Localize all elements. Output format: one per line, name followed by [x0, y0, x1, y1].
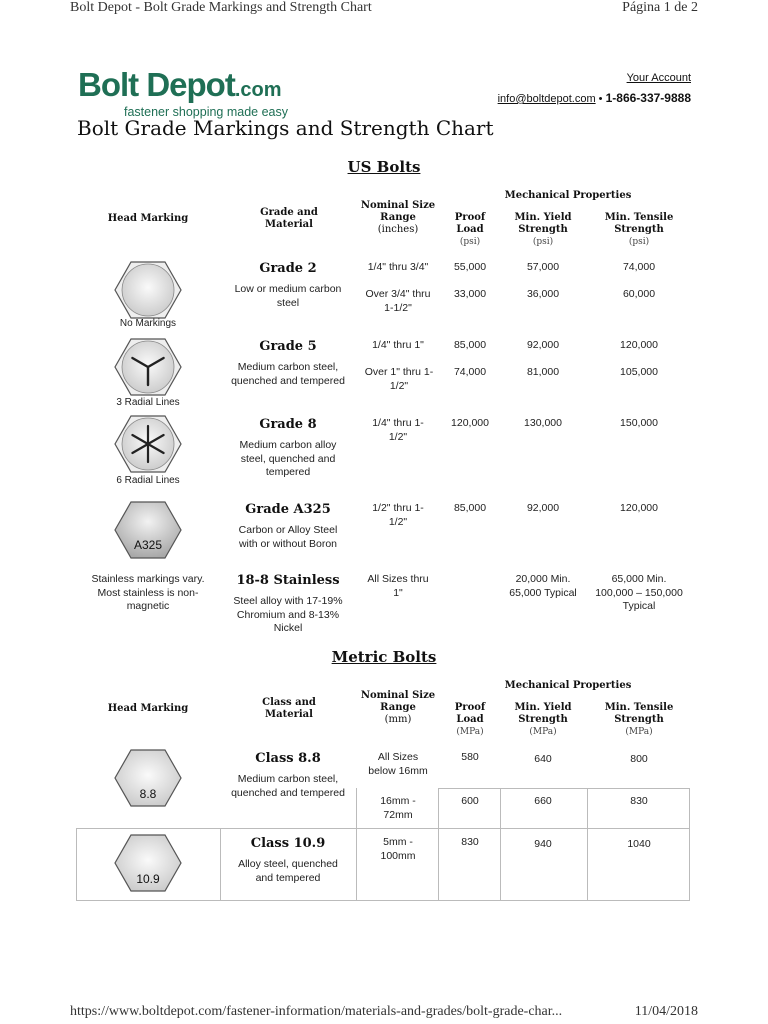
size-range: Over 1" thru 1-1/2": [364, 366, 434, 392]
size-range: 1/4" thru 1-1/2": [372, 417, 424, 443]
table-divider: [76, 828, 690, 829]
size-range: 5mm - 100mm: [380, 836, 416, 862]
table-divider: [500, 788, 501, 900]
metric-header-tensile: Min. Tensile Strength (MPa): [604, 702, 674, 737]
us-header-grade-material: Grade and Material: [260, 207, 318, 230]
grade-name: Grade A325: [245, 502, 331, 517]
grade-material: Steel alloy with 17-19% Chromium and 8-13% Nickel: [233, 595, 343, 634]
table-divider: [689, 788, 690, 900]
logo-brand: Bolt Depot.com: [78, 66, 282, 103]
grade-material: Carbon or Alloy Steel with or without Boron: [238, 524, 338, 550]
tensile-strength: 60,000: [622, 288, 656, 300]
yield-strength: 940: [534, 838, 552, 850]
table-divider: [438, 788, 690, 789]
logo-tagline: fastener shopping made easy: [124, 105, 288, 119]
yield-strength: 81,000: [526, 366, 560, 378]
us-bolts-heading: US Bolts: [347, 158, 421, 176]
size-range: 16mm - 72mm: [380, 795, 416, 821]
hex-bolt-10-9-icon: [113, 833, 183, 893]
proof-load: 33,000: [453, 288, 487, 300]
grade-name: Grade 5: [259, 339, 317, 354]
tensile-strength: 800: [630, 753, 648, 765]
size-range: All Sizes below 16mm: [368, 751, 428, 777]
us-header-nominal: Nominal Size Range (inches): [360, 200, 436, 235]
table-divider: [587, 788, 588, 900]
proof-load: 830: [461, 836, 479, 848]
print-footer-url: https://www.boltdepot.com/fastener-information/materials-and-grades/bolt-grade-char...: [70, 1004, 563, 1019]
size-range: 1/4" thru 1": [372, 339, 424, 351]
proof-load: 55,000: [453, 261, 487, 273]
table-divider: [76, 900, 690, 901]
proof-load: 580: [461, 751, 479, 763]
us-header-yield: Min. Yield Strength (psi): [514, 212, 572, 247]
phone-number: 1-866-337-9888: [605, 91, 691, 105]
stainless-note: Stainless markings vary. Most stainless is non-magnetic: [91, 573, 205, 612]
tensile-strength: 150,000: [620, 417, 658, 429]
bolt-caption: 6 Radial Lines: [116, 475, 180, 486]
your-account-link[interactable]: Your Account: [626, 72, 691, 84]
proof-load: 120,000: [451, 417, 489, 429]
tensile-strength: 65,000 Min. 100,000 – 150,000 Typical: [595, 573, 683, 612]
grade-name: 18-8 Stainless: [236, 573, 340, 588]
grade-material: Medium carbon alloy steel, quenched and tempered: [239, 439, 337, 478]
contact-separator: •: [595, 93, 606, 105]
svg-text:A325: A325: [133, 538, 163, 552]
hex-bolt-8-8-icon: [113, 748, 183, 808]
tensile-strength: 120,000: [620, 502, 658, 514]
svg-text:8.8: 8.8: [139, 787, 157, 801]
metric-header-mech: Mechanical Properties: [504, 680, 632, 691]
hex-bolt-3-radial-lines-icon: [113, 337, 183, 397]
class-name: Class 10.9: [250, 836, 326, 851]
tensile-strength: 1040: [627, 838, 651, 850]
page-title: Bolt Grade Markings and Strength Chart: [77, 116, 494, 140]
grade-material: Low or medium carbon steel: [234, 283, 342, 309]
email-link[interactable]: info@boltdepot.com: [497, 93, 596, 105]
contact-info: [498, 91, 691, 105]
yield-strength: 640: [534, 753, 552, 765]
proof-load: 85,000: [453, 502, 487, 514]
yield-strength: 36,000: [526, 288, 560, 300]
metric-bolts-heading: Metric Bolts: [331, 648, 437, 666]
table-divider: [438, 788, 439, 900]
bolt-depot-logo[interactable]: [78, 66, 378, 119]
yield-strength: 57,000: [526, 261, 560, 273]
bolt-caption: 3 Radial Lines: [116, 397, 180, 408]
metric-header-nominal: Nominal Size Range (mm): [360, 690, 436, 725]
grade-material: Medium carbon steel, quenched and tempered: [231, 361, 345, 387]
metric-header-proof: Proof Load (MPa): [454, 702, 486, 737]
class-material: Alloy steel, quenched and tempered: [238, 858, 338, 884]
hex-bolt-6-radial-lines-icon: [113, 414, 183, 474]
proof-load: 85,000: [453, 339, 487, 351]
print-footer-date: 11/04/2018: [634, 1004, 698, 1019]
table-divider: [76, 828, 77, 900]
table-divider: [356, 788, 357, 900]
class-material: Medium carbon steel, quenched and tempered: [231, 773, 345, 799]
size-range: All Sizes thru 1": [367, 573, 429, 599]
class-name: Class 8.8: [255, 751, 321, 766]
proof-load: 600: [461, 795, 479, 807]
print-header: [70, 0, 698, 18]
yield-strength: 130,000: [524, 417, 562, 429]
grade-name: Grade 8: [259, 417, 317, 432]
us-header-proof: Proof Load (psi): [454, 212, 486, 247]
hex-bolt-a325-icon: [113, 500, 183, 560]
metric-header-class-material: Class and Material: [262, 697, 316, 720]
yield-strength: 92,000: [526, 502, 560, 514]
tensile-strength: 830: [630, 795, 648, 807]
table-divider: [220, 828, 221, 900]
metric-header-yield: Min. Yield Strength (MPa): [514, 702, 572, 737]
tensile-strength: 120,000: [620, 339, 658, 351]
us-header-mech: Mechanical Properties: [504, 190, 632, 201]
size-range: Over 3/4" thru 1-1/2": [365, 288, 431, 314]
print-header-title: Bolt Depot - Bolt Grade Markings and Strength Chart: [70, 0, 372, 15]
yield-strength: 92,000: [526, 339, 560, 351]
svg-text:10.9: 10.9: [136, 872, 160, 886]
print-footer: [70, 1004, 698, 1022]
us-header-tensile: Min. Tensile Strength (psi): [604, 212, 674, 247]
yield-strength: 660: [534, 795, 552, 807]
tensile-strength: 105,000: [620, 366, 658, 378]
size-range: 1/4" thru 3/4": [367, 261, 429, 273]
metric-header-head-marking: Head Marking: [107, 703, 189, 714]
bolt-caption: No Markings: [119, 318, 177, 329]
yield-strength: 20,000 Min. 65,000 Typical: [509, 573, 577, 599]
us-header-head-marking: Head Marking: [107, 213, 189, 224]
hex-bolt-head-icon: [113, 260, 183, 320]
size-range: 1/2" thru 1-1/2": [372, 502, 424, 528]
print-page-number: Página 1 de 2: [622, 0, 698, 15]
grade-name: Grade 2: [259, 261, 317, 276]
tensile-strength: 74,000: [622, 261, 656, 273]
proof-load: 74,000: [453, 366, 487, 378]
